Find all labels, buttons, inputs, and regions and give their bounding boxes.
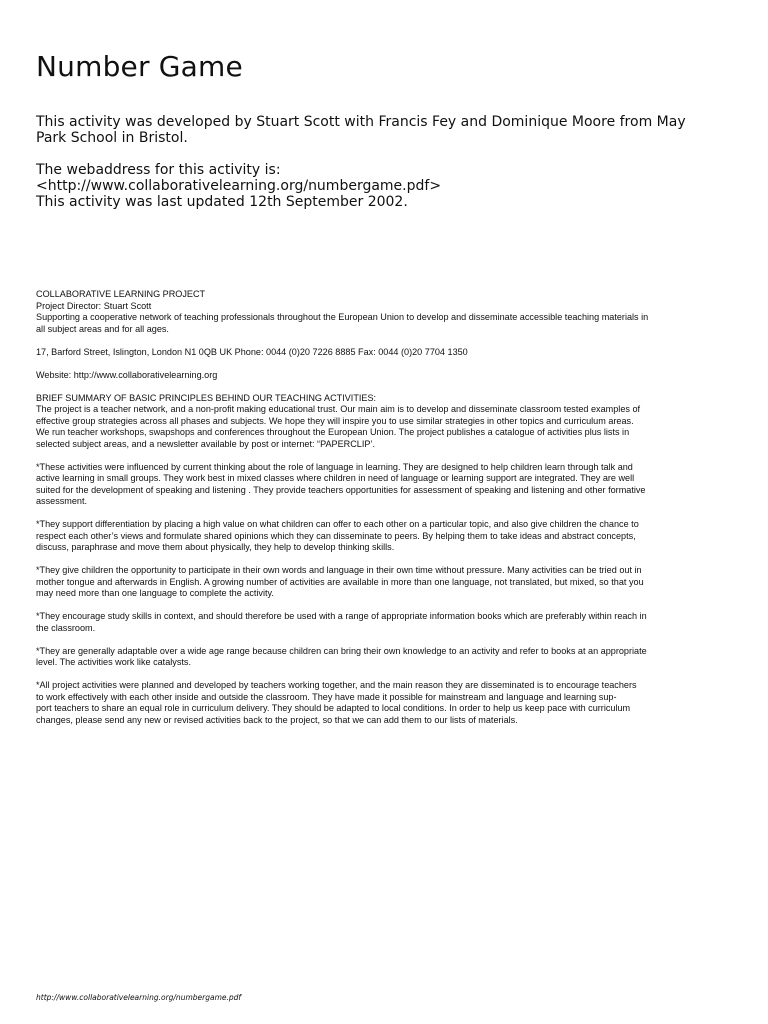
summary-line: We run teacher workshops, swapshops and conferences throughout the European Union. The project publishes a catalogue of activities plus lists in [36,427,630,437]
web-address-url: <http://www.collaborativelearning.org/numbergame.pdf> [36,178,442,194]
principle-line: discuss, paraphrase and move them about physically, they help to develop thinking skills. [36,542,395,552]
principle-line: changes, please send any new or revised activities back to the project, so that we can add them to our lists of materials. [36,714,518,725]
summary-heading: BRIEF SUMMARY OF BASIC PRINCIPLES BEHIND OUR TEACHING ACTIVITIES: [36,392,377,403]
footer-url: http://www.collaborativelearning.org/numbergame.pdf [36,993,242,1002]
principle-line: port teachers to share an equal role in curriculum delivery. They should be adapted to local conditions. In order to help us keep pace with curriculum [36,703,631,713]
principle-line: *They encourage study skills in context, and should therefore be used with a range of appropriate information books which are preferably within reach in [36,611,647,621]
principle-paragraph [36,680,736,726]
org-header-block [36,289,736,335]
summary-line: effective group strategies across all phases and subjects. We hope they will inspire you to use similar strategies in other topics and curriculum areas. [36,415,634,426]
web-address-label: The webaddress for this activity is: [36,162,281,178]
project-director: Project Director: Stuart Scott [36,300,152,311]
mission-line: Supporting a cooperative network of teaching professionals throughout the European Union to develop and disseminate accessible teaching materials in [36,312,649,322]
principle-line: may need more than one language to complete the activity. [36,588,274,598]
principle-line: *They support differentiation by placing a high value on what children can offer to each other on a particular topic, and also give children the chance to [36,519,639,529]
principle-line: active learning in small groups. They work best in mixed classes where children in need of language or learning support are integrated. They are well [36,473,635,483]
summary-line: The project is a teacher network, and a non-profit making educational trust. Our main aim is to develop and disseminate classroom tested examples of [36,404,641,414]
summary-block [36,393,736,451]
org-website: Website: http://www.collaborativelearning.org [36,369,218,380]
principle-paragraph [36,462,736,508]
mission-line: all subject areas and for all ages. [36,323,169,334]
page-title: Number Game [36,50,243,83]
credit-line: This activity was developed by Stuart Scott with Francis Fey and Dominique Moore from May [36,114,686,130]
principle-line: mother tongue and afterwards in English. A growing number of activities are available in more than one language, not translated, but mixed, so that you [36,576,644,587]
website-block [36,370,736,382]
spacer [36,146,726,162]
summary-line: selected subject areas, and a newsletter available by post or internet: “PAPERCLIP’. [36,438,376,449]
principle-line: *They are generally adaptable over a wide age range because children can bring their own knowledge to an activity and refer to books at an appropriate [36,645,647,656]
principle-paragraph [36,646,736,669]
address-block [36,347,736,359]
org-address: 17, Barford Street, Islington, London N1 0QB UK Phone: 0044 (0)20 7226 8885 Fax: 0044 (0)20 7704 1350 [36,346,468,357]
principle-paragraph [36,611,736,634]
principle-line: *These activities were influenced by current thinking about the role of language in learning. They are designed to help children learn through talk and [36,461,633,472]
principle-line: level. The activities work like catalysts. [36,657,191,667]
principle-line: suited for the development of speaking and listening . They provide teachers opportunities for assessment of speaking and listening and other formative [36,484,646,495]
principle-line: the classroom. [36,622,96,633]
org-name: COLLABORATIVE LEARNING PROJECT [36,289,206,299]
principle-paragraph [36,565,736,600]
last-updated: This activity was last updated 12th September 2002. [36,194,408,210]
principle-line: *They give children the opportunity to participate in their own words and language in their own time without pressure. Many activities can be tried out in [36,565,642,575]
credit-line: Park School in Bristol. [36,130,188,146]
organization-info [36,289,736,738]
principle-line: *All project activities were planned and developed by teachers working together, and the main reason they are disseminated is to encourage teachers [36,680,637,690]
principle-line: to work effectively with each other inside and outside the classroom. They have made it possible for mainstream and language and learning sup- [36,691,617,702]
principle-line: assessment. [36,496,88,506]
intro-section [36,114,726,210]
principle-paragraph [36,519,736,554]
principle-line: respect each other’s views and formulate shared opinions which they can disseminate to peers. By helping them to take ideas and abstract concepts, [36,530,636,541]
